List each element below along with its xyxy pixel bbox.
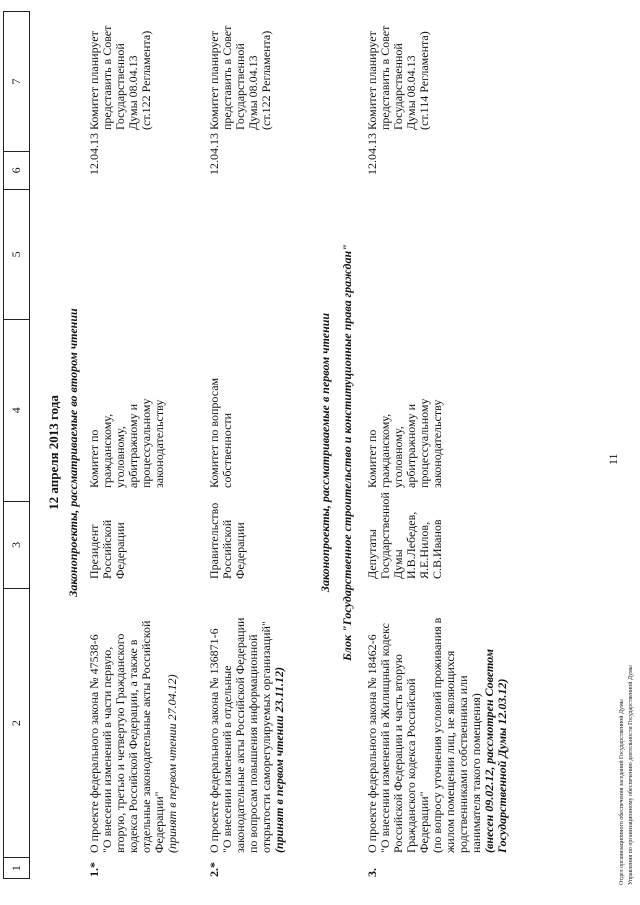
date-title: 12 апреля 2013 года <box>46 395 61 510</box>
row3-committee-line: законодательству <box>430 399 444 488</box>
header-col-7: 7 <box>9 78 23 85</box>
row3-plan-line: Государственной <box>391 43 405 130</box>
row2-committee <box>208 378 234 488</box>
row1-committee-line: законодательству <box>152 399 166 488</box>
row1-number: 1.* <box>87 862 101 877</box>
row3-plan-line: Думы 08.04.13 <box>404 55 418 130</box>
row3-note-line: Государственной Думы 12.03.12) <box>495 678 509 853</box>
row2-plan-line: (ст.122 Регламента) <box>259 30 273 130</box>
header-col-6: 6 <box>4 151 29 189</box>
row1-committee-line: арбитражному и <box>126 403 140 488</box>
row3-title-line: (по вопросу уточнения условий проживания в <box>430 617 444 853</box>
row3-number: 3. <box>365 868 379 877</box>
row3-plan <box>366 26 431 130</box>
row3-title-line: жилом помещении лиц, не являющихся <box>443 650 457 853</box>
row2-plan-line: Думы 08.04.13 <box>246 55 260 130</box>
row3-plan-line: (ст.114 Регламента) <box>417 31 431 130</box>
row3-committee-line: уголовному, <box>391 426 405 488</box>
table-header <box>3 11 30 879</box>
row2-plan-line: Комитет планирует <box>207 31 221 130</box>
page-number: 11 <box>606 453 620 465</box>
row3-title-line: Федерации" <box>417 791 431 853</box>
row3-committee-line: Комитет по <box>365 429 379 488</box>
row3-committee-line: арбитражному и <box>404 403 418 488</box>
row1-committee-line: уголовному, <box>113 426 127 488</box>
row1-title-line: вторую, третью и четвертую Гражданского <box>113 633 127 853</box>
row3-title-line: родственниками собственника или <box>456 675 470 853</box>
block-title: Блок "Государственное строительство и конституционные права граждан" <box>340 244 354 661</box>
row1-title-line: О проекте федерального закона № 47538-6 <box>87 634 101 853</box>
row2-title <box>208 583 286 853</box>
row3-title-line: "О внесении изменений в Жилищный кодекс <box>378 623 392 853</box>
row1-date: 12.04.13 <box>87 133 101 175</box>
header-col-2: 2 <box>4 588 29 857</box>
row3-committee <box>366 399 444 488</box>
row1-title <box>88 583 179 853</box>
header-col-5: 5 <box>4 189 29 319</box>
row2-author-line: Российской <box>220 519 234 579</box>
row1-author-line: Президент <box>87 524 101 579</box>
row2-plan-line: представить в Совет <box>220 25 234 130</box>
row3-author-line: Я.Е.Нилов, <box>417 521 431 579</box>
row1-title-line: кодекса Российской Федерации, а также в <box>126 639 140 853</box>
row1-plan-line: (ст.122 Регламента) <box>139 30 153 130</box>
row2-author <box>208 503 247 579</box>
row2-title-line: О проекте федерального закона № 136871-6 <box>207 628 221 853</box>
row2-committee-line: собственности <box>220 412 234 488</box>
row2-note: (принят в первом чтении 23.11.12) <box>272 667 286 853</box>
row1-committee <box>88 399 166 488</box>
row3-title-line: О проекте федерального закона № 18462-6 <box>365 634 379 853</box>
section-second-reading: Законопроекты, рассматриваемые во втором чтении <box>66 308 80 597</box>
row1-title-line: Федерации" <box>152 791 166 853</box>
row1-author-line: Федерации <box>113 522 127 579</box>
row3-title-line: Гражданского кодекса Российской <box>404 678 418 853</box>
row3-committee-line: процессуальному <box>417 398 431 488</box>
row3-author-line: С.В.Иванов <box>430 519 444 579</box>
row3-plan-line: Комитет планирует <box>365 31 379 130</box>
row2-date: 12.04.13 <box>207 133 221 175</box>
row1-plan <box>88 26 153 130</box>
row2-author-line: Правительство <box>207 502 221 579</box>
row1-title-line: отдельные законодательные акты Российской <box>139 620 153 853</box>
row2-author-line: Федерации <box>233 522 247 579</box>
header-col-3: 3 <box>4 501 29 588</box>
row1-plan-line: Государственной <box>113 43 127 130</box>
row3-plan-line: представить в Совет <box>378 25 392 130</box>
row1-plan-line: Комитет планирует <box>87 31 101 130</box>
row3-author <box>366 492 444 579</box>
header-col-1: 1 <box>4 857 29 878</box>
row2-title-line: по вопросам повышения информационной <box>246 634 260 853</box>
row2-number: 2.* <box>207 862 221 877</box>
row3-note-line: (внесен 09.02.12, рассмотрен Советом <box>482 649 496 853</box>
row1-committee-line: процессуальному <box>139 398 153 488</box>
row2-title-line: "О внесении изменений в отдельные <box>220 665 234 853</box>
footer-line-1: Отдел организационного обеспечения заседаний Государственной Думы <box>619 699 625 885</box>
row3-title-line: Российской Федерации и часть вторую <box>391 654 405 853</box>
footer-line-2: Управления по организационному обеспечению деятельности Государственной Думы <box>628 665 634 885</box>
row2-plan <box>208 26 273 130</box>
row2-title-line: открытости саморегулируемых организаций" <box>259 621 273 853</box>
row1-note: (принят в первом чтении 27.04.12) <box>165 674 179 853</box>
row1-committee-line: гражданскому, <box>100 413 114 488</box>
row1-title-line: "О внесении изменений в части первую, <box>100 646 114 853</box>
row3-author-line: Государственной <box>378 492 392 579</box>
section-first-reading: Законопроекты, рассматриваемые в первом чтении <box>318 312 332 593</box>
row3-date: 12.04.13 <box>365 133 379 175</box>
row3-author-line: И.В.Лебедев, <box>404 511 418 579</box>
row3-committee-line: гражданскому, <box>378 413 392 488</box>
row3-title-line: нанимателя такого помещения) <box>469 693 483 853</box>
row3-author-line: Депутаты <box>365 529 379 579</box>
row3-title <box>366 583 509 853</box>
row2-committee-line: Комитет по вопросам <box>207 377 221 488</box>
row1-author <box>88 520 127 579</box>
row1-plan-line: представить в Совет <box>100 25 114 130</box>
row1-plan-line: Думы 08.04.13 <box>126 55 140 130</box>
row1-author-line: Российской <box>100 519 114 579</box>
row1-committee-line: Комитет по <box>87 429 101 488</box>
row2-title-line: законодательные акты Российской Федерации <box>233 617 247 853</box>
row3-author-line: Думы <box>391 549 405 579</box>
header-col-4: 4 <box>4 319 29 501</box>
row2-plan-line: Государственной <box>233 43 247 130</box>
